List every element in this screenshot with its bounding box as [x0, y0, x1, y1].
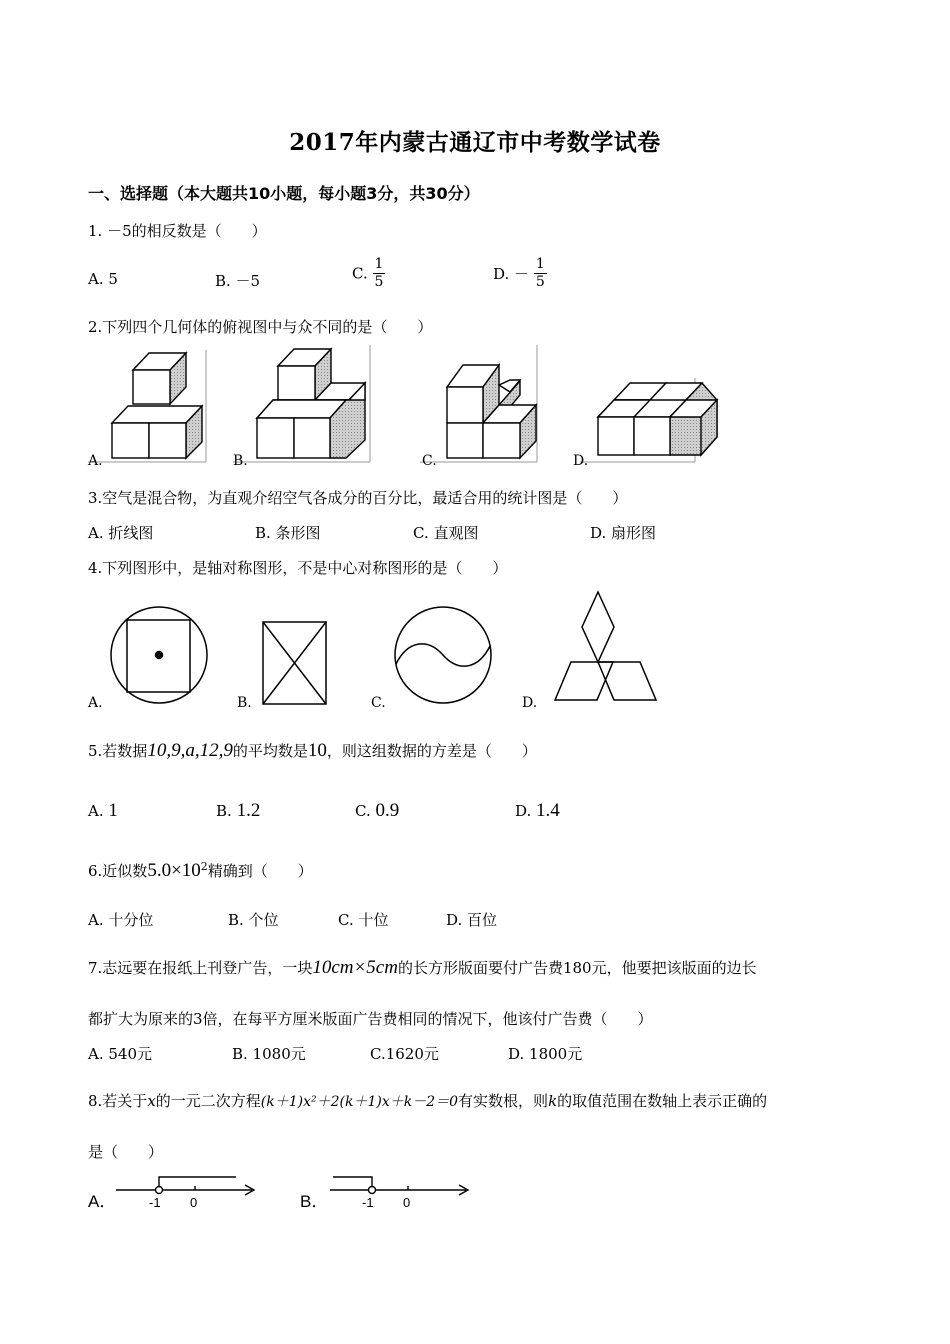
q7-pre: 7.志远要在报纸上刊登广告，一块: [88, 959, 313, 977]
q8-number-line-b: [330, 1177, 468, 1195]
q3-option-a: A. 折线图: [88, 524, 154, 542]
q7-option-d: D. 1800元: [508, 1045, 583, 1063]
q6-option-c: C. 十位: [338, 911, 389, 929]
q1-option-c-label: C.: [352, 264, 368, 283]
q5-c-label: C.: [355, 802, 371, 820]
q8-equation: (k＋1)x²＋2(k＋1)x＋k－2＝0: [260, 1094, 459, 1110]
q5-post: ，则这组数据的方差是（ ）: [326, 742, 537, 760]
q5-mean: 10: [307, 740, 327, 761]
q8-number-line-a: [116, 1177, 254, 1195]
q5-pre: 5.若数据: [88, 742, 148, 760]
q6-post: 精确到（ ）: [207, 862, 313, 880]
page-title: 2017年内蒙古通辽市中考数学试卷: [289, 129, 661, 156]
q5-b-value: 1.2: [236, 800, 261, 821]
q3-option-d: D. 扇形图: [590, 524, 657, 542]
section-heading: 一、选择题（本大题共10小题，每小题3分，共30分）: [88, 184, 480, 203]
q6-option-d: D. 百位: [446, 911, 498, 929]
q1-option-d-label: D. －: [493, 265, 530, 283]
question-2-text: 2.下列四个几何体的俯视图中与众不同的是（ ）: [88, 318, 433, 336]
q6-exponent: 2: [200, 860, 208, 873]
q8-label-a: A．: [88, 1192, 117, 1211]
q6-option-b: B. 个位: [228, 911, 279, 929]
q8-label-b: B．: [300, 1192, 329, 1211]
q1-option-a: A. 5: [88, 270, 118, 288]
question-4-text: 4.下列图形中，是轴对称图形，不是中心对称图形的是（ ）: [88, 559, 508, 577]
q2-label-c: C.: [422, 453, 437, 469]
q7-post: 的长方形版面要付广告费180元，他要把该版面的边长: [397, 959, 757, 977]
q8-a-tick-neg1: -1: [149, 1195, 161, 1210]
q4-label-c: C.: [371, 695, 386, 711]
q1-c-numerator: 1: [374, 256, 384, 272]
question-3-text: 3.空气是混合物，为直观介绍空气各成分的百分比，最适合用的统计图是（ ）: [88, 489, 628, 507]
q8-var-x: x: [147, 1092, 156, 1110]
q1-d-denominator: 5: [535, 274, 545, 290]
q5-b-label: B.: [216, 802, 232, 820]
q6-pre: 6.近似数: [88, 862, 148, 880]
q4-label-b: B.: [237, 695, 252, 711]
q7-math: 10cm×5cm: [312, 957, 398, 978]
q8-post: 有实数根，则: [458, 1092, 549, 1110]
q5-data: 10,9,a,12,9: [147, 740, 233, 761]
q1-c-denominator: 5: [374, 274, 384, 290]
q8-pre: 8.若关于: [88, 1092, 148, 1110]
q7-option-a: A. 540元: [88, 1045, 152, 1063]
q7-option-c: C.1620元: [370, 1045, 439, 1063]
q6-number: 5.0×10: [147, 860, 201, 881]
q5-mid: 的平均数是: [232, 742, 308, 760]
q8-var-k: k: [548, 1092, 558, 1110]
q8-tail: 的取值范围在数轴上表示正确的: [557, 1092, 768, 1110]
q5-a-label: A.: [88, 802, 104, 820]
q5-d-value: 1.4: [536, 800, 560, 821]
q3-option-b: B. 条形图: [255, 524, 321, 542]
q5-a-value: 1: [108, 800, 118, 821]
q8-b-tick-neg1: -1: [362, 1195, 374, 1210]
q1-d-numerator: 1: [535, 256, 545, 272]
question-8-line2: 是（ ）: [88, 1143, 164, 1161]
q3-option-c: C. 直观图: [413, 524, 479, 542]
question-1-text: 1. －5的相反数是（ ）: [88, 222, 267, 240]
q1-option-b: B. －5: [215, 272, 261, 290]
q2-label-b: B.: [233, 453, 248, 469]
q8-a-tick-0: 0: [190, 1195, 198, 1210]
q6-option-a: A. 十分位: [88, 911, 154, 929]
question-7-line2: 都扩大为原来的3倍，在每平方厘米版面广告费相同的情况下，他该付广告费（ ）: [88, 1010, 653, 1028]
q5-d-label: D.: [515, 802, 532, 820]
q2-label-a: A.: [88, 453, 103, 469]
q5-c-value: 0.9: [375, 800, 400, 821]
q8-b-tick-0: 0: [403, 1195, 411, 1210]
q7-option-b: B. 1080元: [232, 1045, 306, 1063]
q2-label-d: D.: [573, 453, 589, 469]
q4-label-d: D.: [522, 695, 538, 711]
q4-label-a: A.: [88, 695, 103, 711]
q8-mid: 的一元二次方程: [155, 1092, 261, 1110]
